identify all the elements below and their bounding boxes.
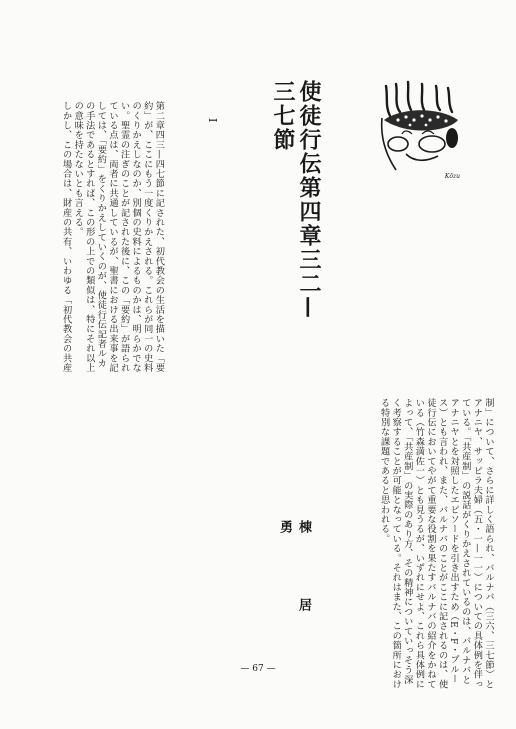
author-name: 棟 居 勇	[277, 520, 311, 676]
section-number: I	[206, 118, 219, 123]
article-title: 使徒行伝第四章三二—三七節	[270, 80, 322, 320]
body-paragraph-3: 制」について、さらに詳しく語られ、バルナバ（三六、三七節）とアナニヤ、サッピラ夫婦（五・一—一一）についての具体例を伴っている。「共産制」の説話がくりかえされているのは、バルナバとアナニヤとを対照したエピソードを引き出すため（E・F・ブルース）とも言われ、また、バルナバのことがここに記されるのは、使徒行伝においてやがて重要な役割を果たすバルナバの紹介をかねている（竹森満佐一）とも見うるが、いずれにせよ、これら具体例によって、「共産制」の実際のあり方、その精神についていっそう深く考察することが可能となっている。それはまた、この箇所における特別な課題であると思われる。	[378, 398, 494, 689]
body-text-upper	[60, 92, 164, 377]
page-number: — 67 —	[240, 664, 276, 674]
body-paragraph-1: 第二章四三—四七節に記された、初代教会の生活を描いた「要約」が、ここにもう一度くりかえされる。これらが同一の史料のくりかえしなのか、別個の史料によるものかは、明らかでない。聖霊の注ぎのことが記された後に、この「要約」が語られている点は、両者に共通しているが、聖書における出来事を記しては、「要約」をくりかえしていくのが、使徒行伝記者ルカの手法であるとすれば、この形の上での類似は、特にそれ以上の意味を持たないとも言える。	[72, 101, 165, 373]
body-paragraph-2: しかし、この場合は、財産の共有、いわゆる「初代教会の共産	[60, 101, 72, 373]
ink-drawing-illustration	[378, 80, 464, 184]
illustration-signature: Kōzu	[444, 173, 460, 180]
body-text-lower	[378, 398, 494, 690]
